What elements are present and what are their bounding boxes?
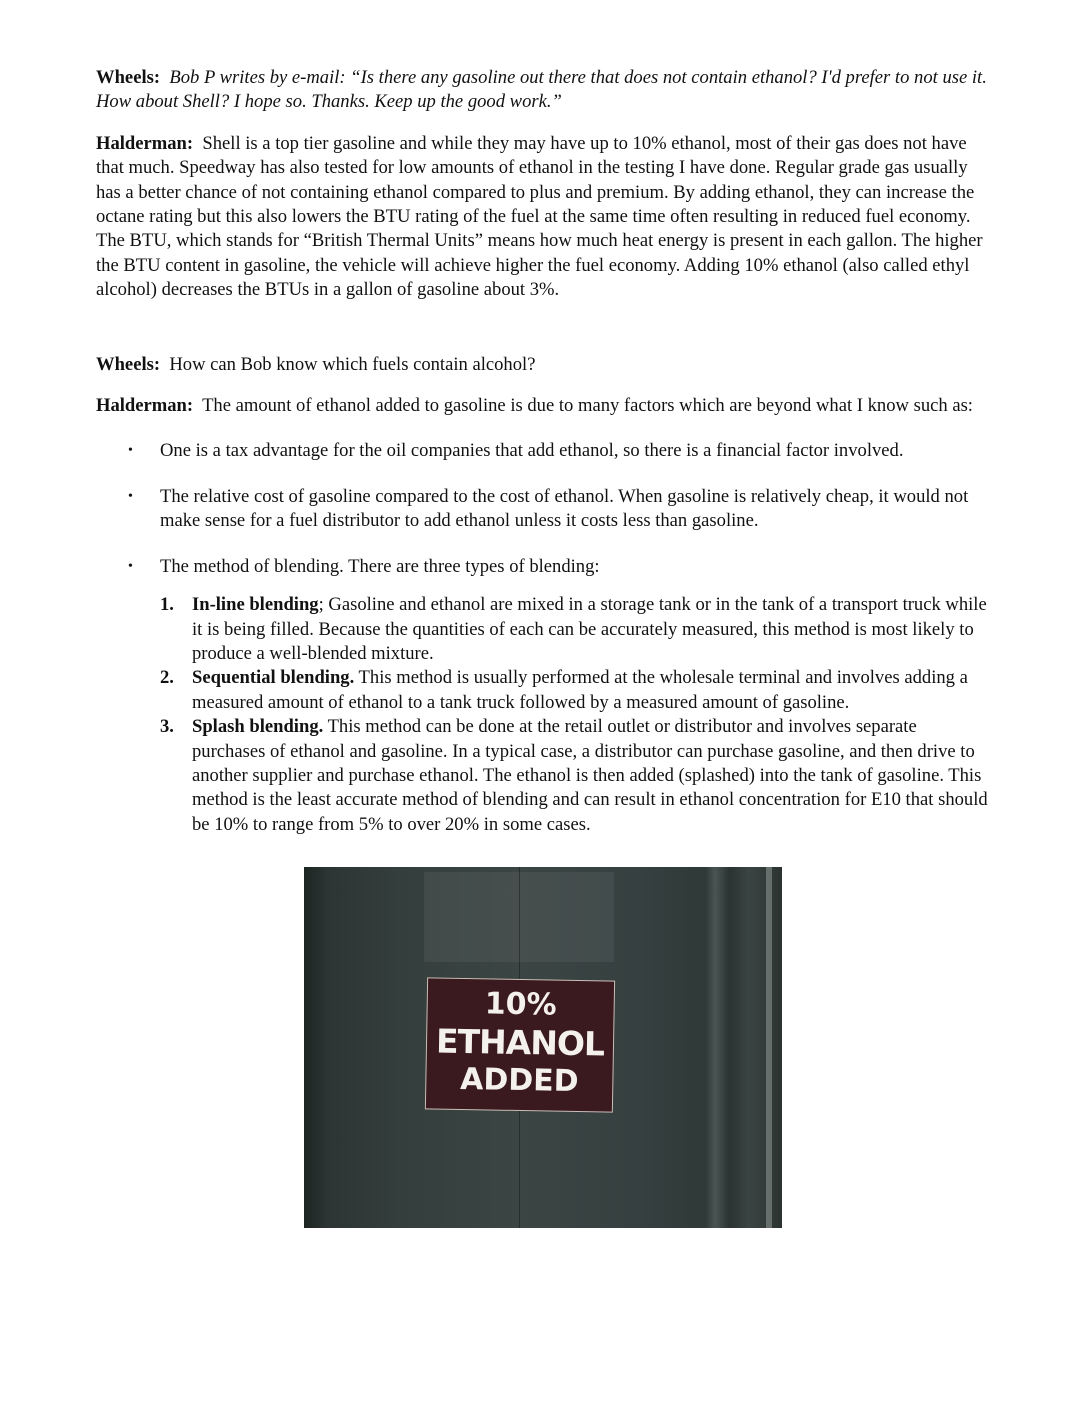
photo-door-edge: [766, 867, 772, 1228]
question-2: [96, 353, 994, 377]
sign-line: ETHANOL: [435, 1021, 605, 1064]
bullet-icon: •: [128, 488, 133, 504]
speaker-label: Halderman:: [96, 395, 194, 417]
method-number: 1.: [160, 594, 174, 616]
method-item: [160, 666, 994, 715]
bullet-text: The relative cost of gasoline compared to the cost of ethanol. When gasoline is relatively cheap, it would not make sense for a fuel distributor to add ethanol unless it costs less than gasoline.: [160, 485, 969, 532]
sign-line: ADDED: [459, 1062, 579, 1100]
question-1: [96, 66, 994, 115]
method-title: Splash blending.: [192, 716, 324, 738]
bullet-item: [128, 439, 994, 463]
method-number: 2.: [160, 667, 174, 689]
method-title: In-line blending: [192, 594, 319, 616]
speaker-label: Wheels:: [96, 67, 161, 88]
answer-2: [96, 394, 994, 418]
speaker-label: Wheels:: [96, 353, 161, 375]
sign-line: 10%: [484, 986, 557, 1023]
ethanol-sign-photo: [304, 867, 782, 1228]
question-text: How can Bob know which fuels contain alcohol?: [169, 353, 536, 375]
method-text: This method can be done at the retail outlet or distributor and involves separate purchases of ethanol and gasoline. In a typical case, a distributor can purchase gasoline, and then drive to another supplier and purchase ethanol. The ethanol is then added (splashed) into the tank of gasoline. This method is the least accurate method of blending and can result in ethanol concentration for E10 that should be 10% to range from 5% to over 20% in some cases.: [192, 716, 988, 835]
bullet-item: [128, 485, 994, 534]
method-text: This method is usually performed at the wholesale terminal and involves adding a measured amount of ethanol to a tank truck followed by a measured amount of gasoline.: [192, 667, 968, 713]
method-number: 3.: [160, 716, 174, 738]
answer-text: Shell is a top tier gasoline and while they may have up to 10% ethanol, most of their gas does not have that much. Speedway has also tested for low amounts of ethanol in the testing I have done. Regular grade gas usually has a better chance of not containing ethanol compared to plus and premium. By adding ethanol, they can increase the octane rating but this also lowers the BTU rating of the fuel at the same time often resulting in reduced fuel economy. The BTU, which stands for “British Thermal Units” means how much heat energy is present in each gallon. The higher the BTU content in gasoline, the vehicle will achieve higher the fuel economy. Adding 10% ethanol (also called ethyl alcohol) decreases the BTUs in a gallon of gasoline about 3%.: [96, 132, 983, 301]
speaker-label: Halderman:: [96, 132, 194, 154]
bullet-text: One is a tax advantage for the oil companies that add ethanol, so there is a financial factor involved.: [160, 440, 904, 462]
question-text: Bob P writes by e-mail: “Is there any gasoline out there that does not contain ethanol? I'd prefer to not use it. How about Shell? I hope so. Thanks. Keep up the good work.”: [96, 67, 987, 113]
bullet-item: [128, 555, 994, 579]
bullet-icon: •: [128, 443, 133, 459]
method-item: [160, 715, 994, 837]
method-title: Sequential blending.: [192, 667, 355, 689]
bullet-text: The method of blending. There are three types of blending:: [160, 555, 600, 577]
method-text: ; Gasoline and ethanol are mixed in a storage tank or in the tank of a transport truck while it is being filled. Because the quantities of each can be accurately measured, this method is most likely to produce a well-blended mixture.: [192, 594, 987, 664]
method-item: [160, 593, 994, 666]
document-body: [96, 66, 994, 1228]
ethanol-sign: [425, 978, 615, 1113]
bullet-icon: •: [128, 558, 133, 574]
answer-1: [96, 132, 994, 303]
answer-text: The amount of ethanol added to gasoline is due to many factors which are beyond what I know such as:: [202, 395, 973, 417]
